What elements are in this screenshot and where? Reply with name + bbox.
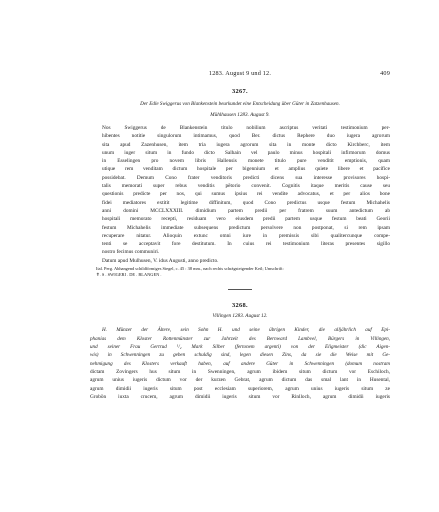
regest-line (90, 360, 390, 368)
regest-line-text: wis) in Schwenningen zu geben schuldig sind, legen diesen Zins, da sie die Weise mit Ge- (90, 352, 390, 359)
regest-line-text: phanias dem Kloster Rottenmünster zur Jahrzeit des Bernward Lambvel, Bürgers in Villingen, (90, 335, 390, 342)
source-note-line: Ital. Perg. Abhangend schildförmiges Siegel, c. 45 : 38 mm., nach rechts schrägsteigender Keil; Umschrift: (96, 266, 284, 272)
text-line: dictam Zovingers hus situm in Swenningen, agrum ibidem situm dictum vor Eschiloch, (90, 368, 390, 375)
text-line: questionis predicte per nos, qui sumus ipsius rei vendite advocatus, et per alios bone (102, 191, 390, 198)
seal-inscription: ✝. S . SWIGERI . DE . BLANGEN . (96, 272, 162, 278)
regest-line (90, 335, 390, 343)
regest-line (90, 351, 390, 359)
page-number: 409 (380, 70, 390, 77)
text-line: festum Michahelis immediate subsequens predictum persolvere non postponat, si rem ipsam (102, 224, 390, 231)
text-line: in Esselingen pro novem libris Hallensis monete titulo pure venditit emptionis, quam (102, 158, 390, 165)
text-line: sita apud Zazenhusen, item tria iugera agrorum sita in monte dicto Kirchberc, item (102, 141, 390, 148)
text-line: tenti se acceptavit fore destitutum. In cuius rei testimonium literas presentes sigillo (102, 241, 390, 248)
text-line: fidei mediatores extitit legitime diffinitum, quod Cono predictus usque festum Michahelis (102, 199, 390, 206)
regest-line-text: und seiner Frau Gertrud ¹/₂ Mark Silber (fertonem argenti) von der Eligmeister (dic Aigen- (90, 344, 390, 351)
page-content (90, 70, 390, 401)
text-line: possidebat. Demum Cono frater venditoris predicti dicens sua interesse provisores hospi- (102, 174, 390, 181)
document-body (90, 124, 390, 265)
document-closing (90, 257, 390, 265)
running-head-date: 1283. August 9 und 12. (208, 70, 272, 77)
text-line: recuperare nitatur. Alioquin extunc omni iure in premissis sibi qualitercunque compe- (102, 232, 390, 239)
text-line: agrum dimidii iugeris situm post ecclesiam superiorem, agrum unius iugeris situm ze (90, 385, 390, 392)
text-line: anni domini MCCLXXXIII. dimidium partem predii per fratrem suum antedictum ab (102, 207, 390, 214)
regest-line-text: nehmigung des Klosters verkauft haben, auf andere Güter in Schwenningen (domum nostram (90, 360, 390, 367)
text-line: talis memorati super rebus venditis pētorio convenit. Cognitis itaque meritis cause seu (102, 183, 390, 190)
document-place-date: Villingen 1283. August 12. (212, 313, 268, 320)
document-paragraph (90, 124, 390, 257)
document-place-date: Mühlhausen 1283. August 9. (210, 112, 270, 118)
text-line: Grobön iuxta crucem, agrum dimidii iugeris situm vor Rinlloch, agrum dimidii iugeris (90, 393, 390, 400)
running-head (90, 70, 390, 82)
document-body (90, 368, 390, 401)
source-note (90, 266, 390, 278)
text-line: unum iuger situm in fundo dicto Salhain vel paulo minus hospitali infirmorum domus (102, 149, 390, 156)
document-number: 3267. (232, 88, 248, 95)
text-line: Nos Swiggerus de Blankenstein titulo nobilium ascriptus veritati testimonium per- (102, 125, 390, 131)
text-line: utique rem venditam dictum hospitale per bigennium et amplius quiete libere et pacifice (102, 166, 390, 173)
document-number: 3268. (232, 302, 248, 310)
text-line: hibentes notitie singulorum intimamus, quod Ber. dictus Rephere duo iugera agrorum (102, 133, 390, 140)
text-line: hospitali memorato recepti, residuam vero eiusdem predii partem usque festum beati Georii (102, 216, 390, 223)
text-line: Datum apud Mulhusen, V. idus Augusti, anno predicto. (102, 257, 219, 264)
regest-line (90, 326, 390, 334)
regest-line-text: H. Münzer der Ältere, sein Sohn H. und seine übrigen Kinder, die alljährlich auf Epi- (102, 327, 390, 334)
text-line: nostro fecimus communiri. (102, 249, 160, 256)
document-regest (90, 326, 390, 367)
document-regest: Der Edle Swiggerus von Blankenstein beurkundet eine Entscheidung über Güter in Zatzenhausen. (140, 101, 340, 107)
text-line: agrum unius iugeris dictum vor der kurzen Gebrat, agrum dictum das smal lant in Husental, (90, 377, 390, 384)
regest-line (90, 343, 390, 351)
section-divider (228, 289, 252, 290)
